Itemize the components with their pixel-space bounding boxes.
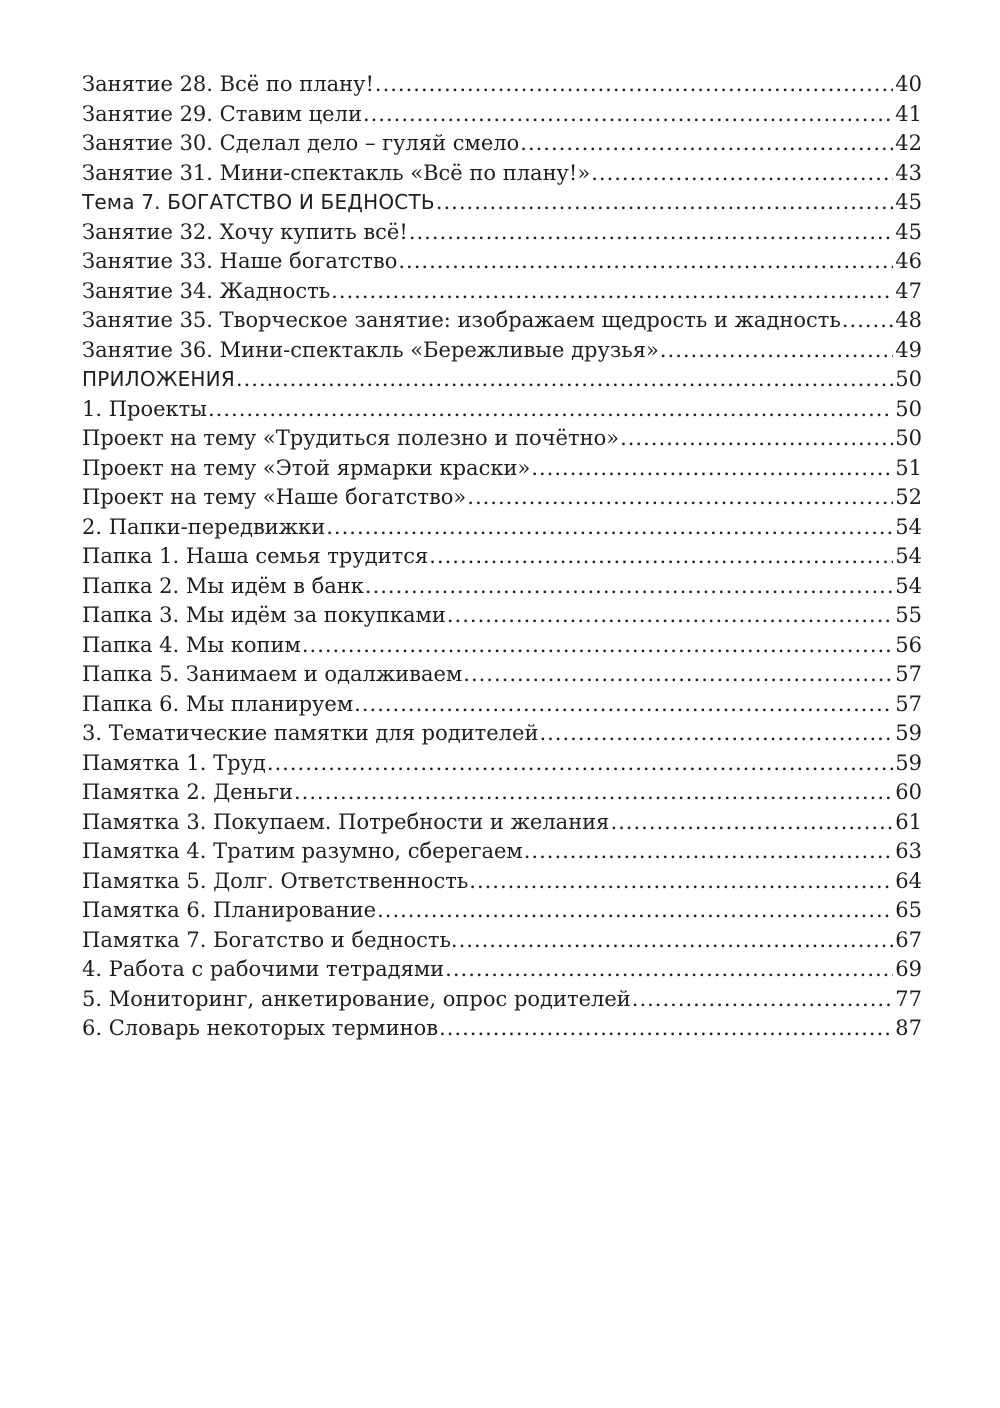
toc-entry-title: Занятие 28. Всё по плану!	[82, 72, 374, 96]
toc-entry	[82, 869, 922, 899]
toc-entry-title: 3. Тематические памятки для родителей	[82, 721, 539, 745]
toc-dot-leader	[354, 692, 893, 716]
toc-entry-title: Занятие 29. Ставим цели	[82, 101, 362, 126]
toc-entry-page-number: 59	[895, 721, 922, 745]
toc-entry-title: Проект на тему «Этой ярмарки краски»	[82, 455, 531, 480]
toc-dot-leader	[377, 898, 893, 922]
toc-entry	[82, 751, 922, 781]
toc-entry-title: Памятка 1. Труд	[82, 750, 266, 775]
toc-entry-page-number: 64	[895, 868, 922, 893]
table-of-contents	[82, 72, 922, 1046]
toc-entry-page-number: 54	[895, 544, 922, 568]
toc-entry	[82, 338, 922, 368]
toc-entry	[82, 839, 922, 869]
toc-entry-page-number: 65	[895, 898, 922, 922]
toc-dot-leader	[520, 131, 893, 155]
toc-entry-page-number: 59	[895, 750, 922, 775]
toc-entry-page-number: 45	[895, 190, 922, 214]
toc-entry-title: Папка 3. Мы идём за покупками	[82, 603, 446, 627]
toc-dot-leader	[398, 249, 893, 273]
toc-entry-title: Памятка 4. Тратим разумно, сберегаем	[82, 839, 523, 863]
toc-dot-leader	[632, 987, 893, 1011]
toc-entry	[82, 220, 922, 250]
toc-entry-title: 2. Папки-передвижки	[82, 514, 326, 539]
toc-dot-leader	[236, 367, 893, 391]
toc-entry-title: 6. Словарь некоторых терминов	[82, 1016, 439, 1040]
toc-entry-title: Занятие 32. Хочу купить всё!	[82, 219, 408, 244]
toc-entry-page-number: 56	[895, 632, 922, 657]
toc-entry-title: Папка 5. Занимаем и одалживаем	[82, 662, 463, 686]
toc-entry	[82, 780, 922, 810]
toc-entry	[82, 662, 922, 692]
toc-entry-title: 1. Проекты	[82, 396, 207, 421]
toc-entry-title: Памятка 7. Богатство и бедность.	[82, 927, 458, 952]
toc-entry	[82, 898, 922, 928]
toc-entry	[82, 161, 922, 191]
toc-entry-title: Тема 7. БОГАТСТВО И БЕДНОСТЬ	[82, 190, 435, 214]
toc-entry	[82, 279, 922, 309]
toc-entry	[82, 249, 922, 279]
toc-entry	[82, 308, 922, 338]
toc-dot-leader	[365, 574, 893, 598]
toc-dot-leader	[208, 397, 893, 421]
toc-dot-leader	[439, 1016, 893, 1040]
toc-entry	[82, 131, 922, 161]
toc-entry-title: Занятие 30. Сделал дело – гуляй смело	[82, 131, 520, 155]
toc-entry-title: Памятка 2. Деньги	[82, 780, 293, 804]
toc-entry-page-number: 52	[895, 485, 922, 509]
toc-dot-leader	[302, 633, 893, 657]
toc-entry-title: Памятка 6. Планирование	[82, 898, 377, 922]
toc-entry-page-number: 45	[895, 219, 922, 244]
toc-dot-leader	[531, 456, 893, 480]
toc-entry	[82, 633, 922, 663]
toc-entry-page-number: 43	[895, 160, 922, 185]
toc-entry-title: ПРИЛОЖЕНИЯ	[82, 367, 235, 391]
toc-dot-leader	[331, 279, 893, 303]
toc-entry	[82, 544, 922, 574]
toc-entry-title: Папка 2. Мы идём в банк	[82, 573, 364, 598]
toc-dot-leader	[591, 161, 893, 185]
toc-entry-title: Занятие 34. Жадность	[82, 278, 331, 303]
toc-dot-leader	[660, 338, 893, 362]
toc-entry-page-number: 50	[895, 396, 922, 421]
toc-entry-page-number: 54	[895, 573, 922, 598]
toc-entry-title: Проект на тему «Трудиться полезно и почётно»	[82, 426, 620, 450]
toc-dot-leader	[459, 928, 894, 952]
toc-dot-leader	[539, 721, 893, 745]
toc-entry-page-number: 47	[895, 278, 922, 303]
toc-entry-page-number: 67	[895, 927, 922, 952]
toc-entry-page-number: 51	[895, 455, 922, 480]
toc-entry-page-number: 46	[895, 249, 922, 273]
toc-entry-page-number: 40	[895, 72, 922, 96]
toc-entry-page-number: 60	[895, 780, 922, 804]
toc-entry-page-number: 69	[895, 957, 922, 981]
toc-entry	[82, 957, 922, 987]
toc-entry-title: Папка 4. Мы копим	[82, 632, 301, 657]
toc-entry-title: Занятие 33. Наше богатство	[82, 249, 398, 273]
toc-entry	[82, 485, 922, 515]
toc-entry-page-number: 54	[895, 514, 922, 539]
toc-dot-leader	[445, 957, 893, 981]
toc-entry-page-number: 48	[895, 308, 922, 332]
toc-entry	[82, 1016, 922, 1046]
toc-entry	[82, 515, 922, 545]
toc-entry-page-number: 50	[895, 426, 922, 450]
toc-dot-leader	[326, 515, 893, 539]
toc-entry-page-number: 57	[895, 662, 922, 686]
toc-dot-leader	[610, 810, 893, 834]
toc-entry-title: Папка 1. Наша семья трудится	[82, 544, 429, 568]
toc-dot-leader	[436, 190, 893, 214]
toc-entry	[82, 102, 922, 132]
toc-entry	[82, 574, 922, 604]
toc-entry	[82, 426, 922, 456]
toc-entry	[82, 721, 922, 751]
toc-entry-page-number: 61	[895, 809, 922, 834]
toc-entry	[82, 190, 922, 220]
toc-entry-page-number: 57	[895, 691, 922, 716]
toc-entry	[82, 456, 922, 486]
toc-entry-title: Памятка 5. Долг. Ответственность	[82, 868, 469, 893]
toc-entry-page-number: 49	[895, 337, 922, 362]
toc-entry-page-number: 87	[895, 1016, 922, 1040]
toc-dot-leader	[375, 72, 893, 96]
toc-dot-leader	[409, 220, 893, 244]
toc-entry-page-number: 55	[895, 603, 922, 627]
toc-entry	[82, 397, 922, 427]
toc-dot-leader	[524, 839, 894, 863]
toc-entry	[82, 692, 922, 722]
toc-entry-title: Папка 6. Мы планируем	[82, 691, 354, 716]
toc-entry	[82, 928, 922, 958]
toc-entry	[82, 603, 922, 633]
toc-entry	[82, 987, 922, 1017]
toc-dot-leader	[429, 544, 893, 568]
toc-entry	[82, 367, 922, 397]
toc-dot-leader	[467, 485, 893, 509]
toc-entry-page-number: 63	[895, 839, 922, 863]
toc-entry-title: 5. Мониторинг, анкетирование, опрос родителей	[82, 986, 631, 1011]
toc-dot-leader	[463, 662, 893, 686]
toc-dot-leader	[267, 751, 893, 775]
toc-entry-page-number: 77	[895, 986, 922, 1011]
toc-dot-leader	[447, 603, 893, 627]
toc-entry-title: Занятие 35. Творческое занятие: изображаем щедрость и жадность	[82, 308, 841, 332]
toc-entry-title: 4. Работа с рабочими тетрадями	[82, 957, 445, 981]
toc-entry-title: Занятие 36. Мини-спектакль «Бережливые друзья»	[82, 337, 659, 362]
toc-entry-title: Проект на тему «Наше богатство»	[82, 485, 467, 509]
toc-dot-leader	[842, 308, 893, 332]
toc-entry-page-number: 42	[895, 131, 922, 155]
toc-dot-leader	[363, 102, 893, 126]
toc-dot-leader	[294, 780, 893, 804]
toc-dot-leader	[620, 426, 893, 450]
toc-entry-page-number: 41	[895, 101, 922, 126]
toc-entry-page-number: 50	[895, 367, 922, 391]
toc-entry	[82, 72, 922, 102]
toc-entry	[82, 810, 922, 840]
toc-entry-title: Занятие 31. Мини-спектакль «Всё по плану!»	[82, 160, 591, 185]
toc-dot-leader	[469, 869, 893, 893]
toc-entry-title: Памятка 3. Покупаем. Потребности и желания	[82, 809, 610, 834]
